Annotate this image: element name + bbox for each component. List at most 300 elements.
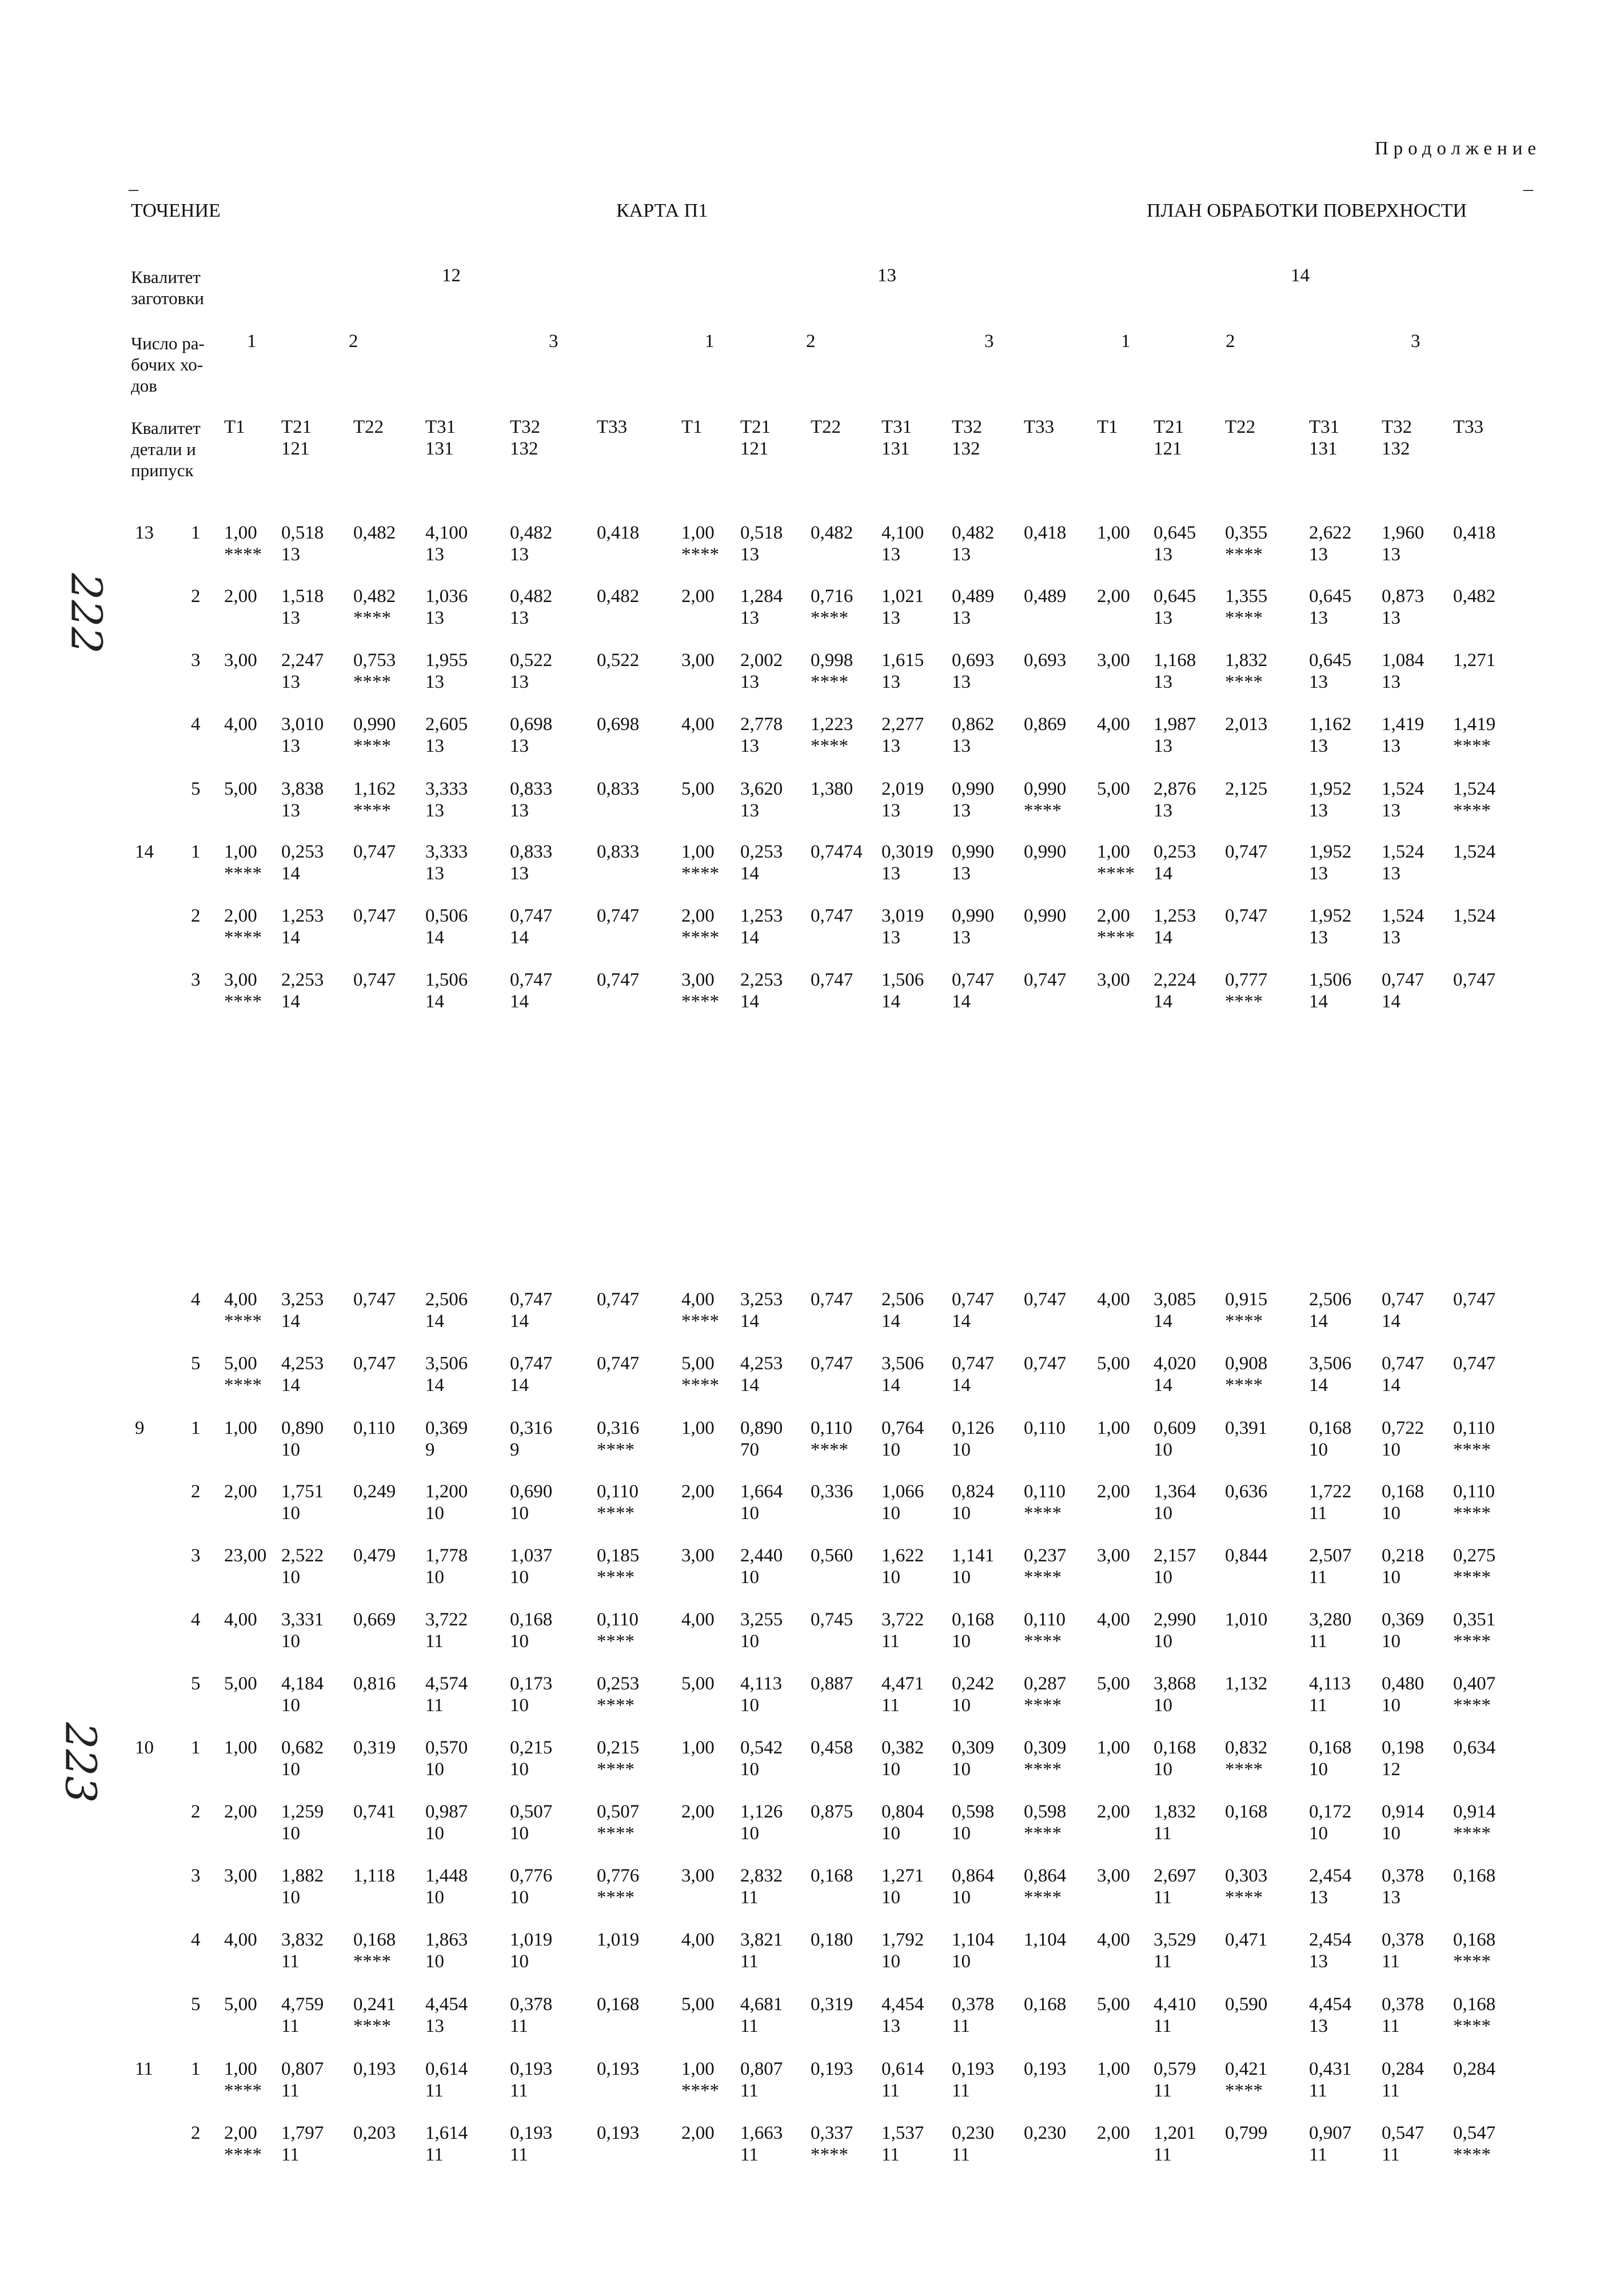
- cell-value: 0,378: [1382, 1866, 1425, 1886]
- table-cell: [510, 649, 552, 693]
- pass-number: [191, 1353, 201, 1374]
- cell-subscript: 10: [1382, 1440, 1400, 1460]
- table-cell: [681, 1609, 715, 1631]
- cell-subscript: 10: [510, 1823, 529, 1844]
- column-code-name: Т32: [510, 417, 541, 437]
- cell-value: 1,506: [881, 970, 924, 990]
- cell-value: 0,482: [510, 523, 553, 543]
- table-cell: [1225, 778, 1267, 800]
- cell-value: 4,100: [881, 523, 924, 543]
- cell-value: 1,00: [224, 1737, 257, 1758]
- table-cell: [1225, 1994, 1267, 2015]
- pass-number: [191, 969, 201, 991]
- table-cell: [1024, 522, 1066, 544]
- cell-subscript: 13: [1382, 608, 1400, 628]
- table-cell: [281, 1289, 324, 1332]
- cell-value: 0,844: [1225, 1545, 1268, 1566]
- cell-value: 3,00: [1097, 970, 1130, 990]
- table-cell: [1024, 2058, 1066, 2080]
- cell-subscript: 14: [510, 991, 529, 1012]
- cell-subscript: 11: [281, 2144, 300, 2165]
- cell-value: 0,110: [1453, 1481, 1495, 1502]
- table-cell: [425, 1481, 468, 1524]
- pass-number-text: 4: [191, 714, 201, 735]
- cell-value: 0,193: [1024, 2059, 1067, 2079]
- cell-subscript: ****: [1453, 2016, 1491, 2036]
- cell-subscript: ****: [811, 608, 848, 628]
- cell-value: 4,113: [740, 1673, 783, 1694]
- cell-subscript: ****: [1453, 1823, 1491, 1844]
- column-code-name: Т21: [281, 417, 312, 437]
- cell-value: 0,489: [952, 586, 995, 607]
- cell-subscript: ****: [597, 1887, 635, 1908]
- cell-value: 2,00: [224, 586, 257, 607]
- cell-value: 2,697: [1154, 1866, 1196, 1886]
- table-cell: [1024, 1865, 1066, 1908]
- table-cell: [681, 2122, 715, 2144]
- table-cell: [597, 841, 639, 863]
- table-cell: [1024, 841, 1066, 863]
- cell-value: 1,141: [952, 1545, 995, 1566]
- cell-subscript: 13: [1309, 608, 1328, 628]
- table-cell: [510, 969, 552, 1013]
- cell-value: 0,869: [1024, 714, 1067, 735]
- cell-subscript: 10: [281, 1440, 300, 1460]
- cell-subscript: 14: [881, 991, 900, 1012]
- table-cell: [1097, 905, 1135, 948]
- cell-subscript: ****: [1453, 1951, 1491, 1972]
- cell-value: 0,316: [597, 1418, 640, 1438]
- cell-value: 0,907: [1309, 2123, 1352, 2143]
- table-cell: [597, 1673, 639, 1716]
- cell-value: 3,00: [224, 650, 257, 671]
- table-cell: [1453, 1481, 1495, 1524]
- table-cell: [1225, 1353, 1267, 1396]
- table-cell: [1154, 1673, 1196, 1716]
- cell-subscript: 14: [1309, 991, 1328, 1012]
- cell-value: 2,00: [1097, 586, 1130, 607]
- cell-value: 1,355: [1225, 586, 1268, 607]
- table-cell: [224, 585, 257, 607]
- cell-value: 0,506: [425, 906, 468, 926]
- cell-subscript: 13: [425, 800, 444, 821]
- table-cell: [425, 1609, 468, 1652]
- cell-value: 0,747: [353, 1289, 396, 1310]
- cell-subscript: 11: [425, 1631, 444, 1652]
- cell-subscript: 11: [1382, 2144, 1400, 2165]
- column-code-name: Т33: [1024, 417, 1055, 437]
- table-cell: [1024, 713, 1066, 735]
- table-cell: [681, 1353, 719, 1396]
- cell-value: 5,00: [681, 1994, 715, 2015]
- table-cell: [811, 2058, 853, 2080]
- cell-subscript: 10: [1309, 1440, 1328, 1460]
- table-cell: [1154, 841, 1196, 884]
- table-cell: [1309, 1289, 1351, 1332]
- cell-value: 0,193: [510, 2123, 553, 2143]
- passes-value: [349, 330, 358, 352]
- cell-value: 0,698: [510, 714, 553, 735]
- cell-value: 1,132: [1225, 1673, 1268, 1694]
- table-cell: [1309, 905, 1351, 948]
- cell-subscript: 14: [952, 991, 971, 1012]
- cell-value: 1,952: [1309, 906, 1352, 926]
- table-cell: [740, 2058, 783, 2102]
- cell-value: 0,570: [425, 1737, 468, 1758]
- table-cell: [681, 969, 719, 1013]
- table-cell: [1225, 841, 1267, 863]
- table-cell: [740, 1865, 783, 1908]
- cell-subscript: 11: [1154, 1887, 1172, 1908]
- cell-value: 0,241: [353, 1994, 396, 2015]
- cell-value: 2,00: [681, 1481, 715, 1502]
- cell-value: 0,609: [1154, 1418, 1196, 1438]
- cell-subscript: ****: [1453, 1567, 1491, 1588]
- table-cell: [1309, 713, 1351, 757]
- table-cell: [1097, 585, 1130, 607]
- cell-value: 0,824: [952, 1481, 995, 1502]
- cell-subscript: ****: [1225, 2080, 1263, 2101]
- cell-value: 2,002: [740, 650, 783, 671]
- table-cell: [281, 2058, 324, 2102]
- cell-subscript: ****: [681, 2080, 719, 2101]
- column-code-number: 132: [952, 439, 980, 459]
- cell-value: 2,876: [1154, 779, 1196, 799]
- cell-subscript: 10: [281, 1823, 300, 1844]
- table-cell: [1154, 1417, 1196, 1461]
- table-cell: [425, 1865, 468, 1908]
- table-cell: [1309, 969, 1351, 1013]
- cell-subscript: 14: [425, 1375, 444, 1396]
- cell-subscript: ****: [1024, 1695, 1062, 1716]
- cell-subscript: 14: [1382, 1311, 1400, 1332]
- table-cell: [597, 713, 639, 735]
- table-cell: [1309, 1481, 1351, 1524]
- table-cell: [740, 1737, 783, 1780]
- table-cell: [1024, 1545, 1066, 1588]
- table-cell: [1154, 969, 1196, 1013]
- pass-number-text: 2: [191, 2123, 201, 2143]
- table-cell: [740, 1929, 783, 1972]
- cell-subscript: ****: [811, 2144, 848, 2165]
- table-cell: [1154, 1353, 1196, 1396]
- column-code-name: Т1: [1097, 417, 1118, 437]
- cell-subscript: 14: [740, 1311, 759, 1332]
- column-code-name: Т32: [1382, 417, 1412, 437]
- table-cell: [681, 1545, 715, 1566]
- table-cell: [1024, 1353, 1066, 1374]
- table-cell: [1097, 1673, 1130, 1695]
- cell-subscript: 14: [510, 927, 529, 948]
- cell-subscript: ****: [224, 991, 262, 1012]
- cell-subscript: 14: [510, 1375, 529, 1396]
- table-cell: [597, 1289, 639, 1310]
- table-cell: [1309, 1417, 1351, 1461]
- table-cell: [1225, 522, 1267, 565]
- cell-subscript: ****: [353, 672, 391, 692]
- cell-value: 0,303: [1225, 1866, 1268, 1886]
- cell-value: 2,00: [224, 1801, 257, 1822]
- cell-subscript: ****: [224, 1375, 262, 1396]
- cell-value: 0,180: [811, 1930, 853, 1950]
- cell-value: 0,987: [425, 1801, 468, 1822]
- cell-value: 0,203: [353, 2123, 396, 2143]
- cell-subscript: 13: [881, 736, 900, 756]
- cell-subscript: 13: [952, 672, 971, 692]
- cell-subscript: 10: [881, 1567, 900, 1588]
- pass-number-text: 5: [191, 1353, 201, 1374]
- table-cell: [1097, 1865, 1130, 1887]
- table-cell: [1309, 841, 1351, 884]
- cell-value: 0,890: [281, 1418, 324, 1438]
- column-code: [1382, 416, 1412, 460]
- cell-subscript: 11: [1154, 2016, 1172, 2036]
- cell-subscript: 13: [1382, 1887, 1400, 1908]
- cell-value: 5,00: [1097, 779, 1130, 799]
- cell-value: 0,747: [510, 1353, 553, 1374]
- table-cell: [1225, 2122, 1267, 2144]
- table-cell: [1453, 1609, 1495, 1652]
- cell-value: 0,168: [1154, 1737, 1196, 1758]
- cell-value: 4,113: [1309, 1673, 1351, 1694]
- cell-subscript: 11: [952, 2016, 970, 2036]
- cell-value: 0,230: [952, 2123, 995, 2143]
- table-cell: [1097, 969, 1130, 991]
- cell-subscript: 11: [881, 2144, 900, 2165]
- cell-value: 1,00: [681, 1737, 715, 1758]
- pass-number: [191, 1417, 201, 1439]
- cell-subscript: 13: [510, 863, 529, 884]
- cell-value: 0,418: [1024, 523, 1067, 543]
- table-cell: [597, 1994, 639, 2015]
- cell-subscript: ****: [1024, 1759, 1062, 1780]
- cell-value: 4,454: [425, 1994, 468, 2015]
- cell-value: 0,542: [740, 1737, 783, 1758]
- table-cell: [281, 1353, 324, 1396]
- cell-subscript: 13: [740, 736, 759, 756]
- pass-number: [191, 1673, 201, 1695]
- cell-subscript: ****: [1225, 991, 1263, 1012]
- table-cell: [1453, 1353, 1495, 1374]
- cell-value: 3,333: [425, 779, 468, 799]
- table-cell: [952, 2122, 994, 2166]
- cell-value: 1,524: [1453, 779, 1496, 799]
- cell-value: 4,00: [224, 1289, 257, 1310]
- cell-subscript: 11: [952, 2144, 970, 2165]
- cell-subscript: 11: [952, 2080, 970, 2101]
- cell-value: 3,722: [881, 1609, 924, 1630]
- cell-subscript: 13: [1382, 863, 1400, 884]
- column-code: [740, 416, 771, 460]
- cell-value: 1,751: [281, 1481, 324, 1502]
- cell-value: 1,00: [681, 523, 715, 543]
- table-cell: [740, 1417, 783, 1461]
- cell-value: 5,00: [224, 1994, 257, 2015]
- table-cell: [281, 969, 324, 1013]
- cell-subscript: 13: [881, 544, 900, 565]
- cell-value: 4,00: [681, 1609, 715, 1630]
- table-cell: [1097, 1417, 1130, 1439]
- cell-subscript: 14: [1382, 1375, 1400, 1396]
- table-cell: [740, 649, 783, 693]
- table-cell: [952, 585, 994, 629]
- cell-value: 3,00: [1097, 1545, 1130, 1566]
- cell-subscript: ****: [597, 1631, 635, 1652]
- cell-value: 1,952: [1309, 779, 1352, 799]
- column-code: [224, 416, 245, 438]
- cell-value: 0,753: [353, 650, 396, 671]
- cell-value: 1,524: [1382, 842, 1425, 862]
- column-code-name: Т21: [740, 417, 771, 437]
- table-cell: [425, 1737, 468, 1780]
- table-cell: [740, 713, 783, 757]
- table-cell: [740, 1673, 782, 1716]
- table-cell: [281, 1673, 324, 1716]
- cell-value: 0,776: [510, 1866, 553, 1886]
- cell-value: 4,00: [1097, 1609, 1130, 1630]
- cell-value: 0,518: [281, 523, 324, 543]
- cell-value: 4,184: [281, 1673, 324, 1694]
- cell-value: 0,747: [1024, 970, 1067, 990]
- cell-subscript: 10: [881, 1759, 900, 1780]
- cell-value: 2,019: [881, 779, 924, 799]
- cell-subscript: 13: [510, 544, 529, 565]
- cell-value: 0,275: [1453, 1545, 1496, 1566]
- table-cell: [1382, 1673, 1424, 1716]
- cell-subscript: 13: [1309, 927, 1328, 948]
- cell-value: 0,807: [740, 2059, 783, 2079]
- cell-subscript: 10: [1154, 1695, 1172, 1716]
- cell-value: 1,664: [740, 1481, 783, 1502]
- column-code-number: 131: [425, 439, 454, 459]
- cell-subscript: 10: [1382, 1823, 1400, 1844]
- table-cell: [224, 905, 262, 948]
- cell-value: 0,480: [1382, 1673, 1425, 1694]
- doc-title-left: ТОЧЕНИЕ: [131, 200, 221, 221]
- cell-value: 0,110: [597, 1609, 639, 1630]
- table-cell: [1453, 1545, 1495, 1588]
- column-code-name: Т32: [952, 417, 983, 437]
- table-cell: [811, 905, 853, 927]
- cell-subscript: 10: [1382, 1695, 1400, 1716]
- cell-value: 0,598: [952, 1801, 995, 1822]
- detail-grade-text: 9: [135, 1418, 145, 1438]
- table-cell: [1097, 1545, 1130, 1566]
- cell-subscript: ****: [1225, 1375, 1263, 1396]
- pass-number-text: 1: [191, 523, 201, 543]
- cell-value: 0,168: [811, 1866, 853, 1886]
- cell-value: 0,168: [353, 1930, 396, 1950]
- table-cell: [1097, 1737, 1130, 1759]
- pass-number: [191, 1545, 201, 1566]
- table-cell: [881, 713, 924, 757]
- table-cell: [1154, 2058, 1196, 2102]
- cell-value: 0,864: [1024, 1866, 1067, 1886]
- table-cell: [952, 1353, 994, 1396]
- cell-value: 0,110: [1453, 1418, 1495, 1438]
- table-cell: [224, 1801, 257, 1823]
- detail-grade: [135, 2058, 153, 2080]
- pass-number: [191, 522, 201, 544]
- cell-value: 1,00: [224, 842, 257, 862]
- table-cell: [740, 1545, 783, 1588]
- cell-subscript: 11: [1309, 1567, 1327, 1588]
- cell-value: 5,00: [1097, 1994, 1130, 2015]
- cell-value: 0,887: [811, 1673, 853, 1694]
- table-cell: [811, 585, 853, 629]
- cell-subscript: ****: [811, 1440, 848, 1460]
- cell-value: 23,00: [224, 1545, 267, 1566]
- cell-value: 0,482: [510, 586, 553, 607]
- cell-value: 0,369: [1382, 1609, 1425, 1630]
- table-cell: [1453, 905, 1495, 927]
- table-cell: [353, 1545, 396, 1566]
- cell-subscript: 11: [1309, 1503, 1327, 1524]
- table-cell: [1453, 1865, 1495, 1887]
- cell-subscript: 13: [1309, 1887, 1328, 1908]
- table-cell: [281, 1609, 324, 1652]
- cell-subscript: 14: [1309, 1375, 1328, 1396]
- cell-value: 2,00: [1097, 1481, 1130, 1502]
- column-code: [1225, 416, 1255, 438]
- blank-grade-value: [877, 265, 896, 286]
- cell-subscript: 11: [740, 2016, 759, 2036]
- cell-value: 0,168: [1453, 1866, 1496, 1886]
- cell-subscript: 13: [1382, 544, 1400, 565]
- cell-subscript: 10: [281, 1631, 300, 1652]
- cell-value: 0,7474: [811, 842, 863, 862]
- table-cell: [224, 1673, 257, 1695]
- cell-value: 0,614: [881, 2059, 924, 2079]
- cell-value: 1,253: [740, 906, 783, 926]
- cell-value: 0,284: [1382, 2059, 1425, 2079]
- table-cell: [1097, 1609, 1130, 1631]
- table-cell: [1097, 522, 1130, 544]
- table-cell: [1024, 2122, 1066, 2144]
- cell-value: 4,681: [740, 1994, 783, 2015]
- cell-value: 0,747: [510, 970, 553, 990]
- table-cell: [1309, 522, 1351, 565]
- cell-subscript: 14: [425, 927, 444, 948]
- table-cell: [353, 778, 396, 822]
- pass-number: [191, 649, 201, 671]
- table-cell: [224, 1481, 257, 1502]
- cell-subscript: 13: [952, 544, 971, 565]
- table-cell: [1225, 905, 1267, 927]
- cell-value: 0,862: [952, 714, 995, 735]
- table-cell: [1309, 1353, 1351, 1396]
- cell-value: 3,333: [425, 842, 468, 862]
- cell-value: 3,506: [881, 1353, 924, 1374]
- cell-value: 3,280: [1309, 1609, 1352, 1630]
- blank-grade-value: [1291, 265, 1310, 286]
- table-cell: [681, 1417, 715, 1439]
- cell-value: 1,863: [425, 1930, 468, 1950]
- cell-value: 0,110: [1024, 1609, 1066, 1630]
- cell-subscript: 13: [952, 927, 971, 948]
- table-cell: [1382, 649, 1424, 693]
- cell-value: 2,440: [740, 1545, 783, 1566]
- table-cell: [1097, 1353, 1130, 1374]
- cell-value: 1,778: [425, 1545, 468, 1566]
- cell-value: 1,882: [281, 1866, 324, 1886]
- cell-value: 2,00: [1097, 1801, 1130, 1822]
- cell-value: 0,747: [597, 970, 640, 990]
- cell-subscript: ****: [597, 1695, 635, 1716]
- table-cell: [597, 585, 639, 607]
- cell-subscript: 14: [1154, 991, 1172, 1012]
- cell-value: 2,00: [224, 2123, 257, 2143]
